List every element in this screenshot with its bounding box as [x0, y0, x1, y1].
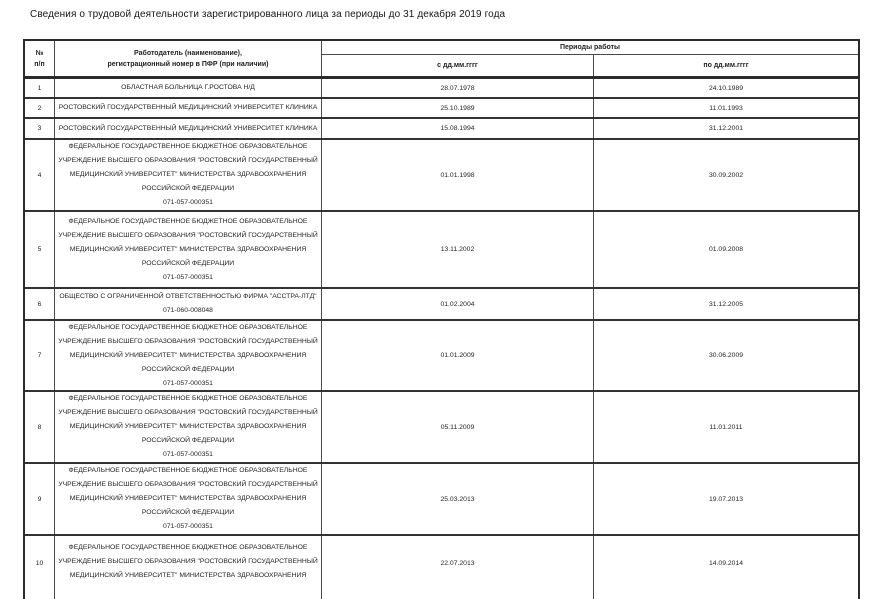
header-periods-group: [322, 41, 858, 76]
row-number: 5: [25, 212, 55, 287]
employer-reg-number: 071-057-000351: [163, 273, 213, 281]
row-number: 3: [25, 119, 55, 138]
employer-reg-number: 071-057-000351: [163, 199, 213, 206]
header-periods-label: Периоды работы: [322, 41, 858, 55]
period-to-cell: 01.09.2008: [708, 246, 744, 253]
employer-name-line: РОСТОВСКИЙ ГОСУДАРСТВЕННЫЙ МЕДИЦИНСКИЙ УНИВЕРСИТЕТ КЛИНИКА: [58, 104, 318, 111]
employer-name-line: МЕДИЦИНСКИЙ УНИВЕРСИТЕТ" МИНИСТЕРСТВА ЗДРАВООХРАНЕНИЯ: [69, 245, 307, 253]
employer-name-line: РОСТОВСКИЙ ГОСУДАРСТВЕННЫЙ МЕДИЦИНСКИЙ УНИВЕРСИТЕТ КЛИНИКА: [58, 124, 318, 132]
period-to-cell: 30.09.2002: [708, 171, 744, 179]
employer-name-line: РОССИЙСКОЙ ФЕДЕРАЦИИ: [141, 185, 235, 192]
employer-reg-number: 071-057-000351: [163, 379, 213, 387]
employer-name-line: МЕДИЦИНСКИЙ УНИВЕРСИТЕТ" МИНИСТЕРСТВА ЗДРАВООХРАНЕНИЯ: [69, 572, 307, 579]
row-number: 10: [25, 536, 55, 599]
employer-name-line: МЕДИЦИНСКИЙ УНИВЕРСИТЕТ" МИНИСТЕРСТВА ЗДРАВООХРАНЕНИЯ: [69, 351, 307, 359]
employer-name-line: МЕДИЦИНСКИЙ УНИВЕРСИТЕТ" МИНИСТЕРСТВА ЗДРАВООХРАНЕНИЯ: [69, 171, 307, 178]
employer-cell: [55, 464, 322, 534]
period-to-cell: 14.09.2014: [708, 560, 744, 567]
table-row: [25, 392, 858, 464]
table-row: [25, 99, 858, 119]
employer-cell: [55, 289, 322, 319]
period-to-cell: 11.01.2011: [709, 423, 743, 431]
row-number: 9: [25, 464, 55, 534]
table-row: [25, 119, 858, 140]
employer-name-line: РОССИЙСКОЙ ФЕДЕРАЦИИ: [141, 259, 235, 267]
employer-name-line: ФЕДЕРАЛЬНОЕ ГОСУДАРСТВЕННОЕ БЮДЖЕТНОЕ ОБРАЗОВАТЕЛЬНОЕ: [68, 395, 308, 402]
employer-name-line: УЧРЕЖДЕНИЕ ВЫСШЕГО ОБРАЗОВАНИЯ "РОСТОВСКИЙ ГОСУДАРСТВЕННЫЙ: [58, 157, 318, 164]
employer-name-line: УЧРЕЖДЕНИЕ ВЫСШЕГО ОБРАЗОВАНИЯ "РОСТОВСКИЙ ГОСУДАРСТВЕННЫЙ: [58, 231, 318, 239]
period-from-cell: 15.08.1994: [322, 119, 594, 138]
header-to-label: по дд.мм.гггг: [703, 62, 749, 69]
employer-cell: [55, 536, 322, 599]
header-number-line1: №: [35, 49, 44, 57]
period-to-cell: 31.12.2005: [708, 300, 744, 308]
employer-name-line: УЧРЕЖДЕНИЕ ВЫСШЕГО ОБРАЗОВАНИЯ "РОСТОВСКИЙ ГОСУДАРСТВЕННЫЙ: [58, 337, 318, 345]
row-number: 4: [25, 140, 55, 210]
table-row: [25, 464, 858, 536]
period-from-cell: 01.01.2009: [322, 321, 594, 390]
page-title: Сведения о трудовой деятельности зарегистрированного лица за периоды до 31 декабря 2019 года: [30, 9, 506, 20]
employer-name-line: ФЕДЕРАЛЬНОЕ ГОСУДАРСТВЕННОЕ БЮДЖЕТНОЕ ОБРАЗОВАТЕЛЬНОЕ: [68, 544, 308, 551]
employer-name-line: МЕДИЦИНСКИЙ УНИВЕРСИТЕТ" МИНИСТЕРСТВА ЗДРАВООХРАНЕНИЯ: [69, 423, 307, 430]
employer-cell: [55, 321, 322, 390]
employer-name-line: УЧРЕЖДЕНИЕ ВЫСШЕГО ОБРАЗОВАНИЯ "РОСТОВСКИЙ ГОСУДАРСТВЕННЫЙ: [58, 409, 318, 416]
period-from-cell: 25.03.2013: [322, 464, 594, 534]
header-employer-line2: регистрационный номер в ПФР (при наличии): [107, 60, 269, 68]
period-from-cell: 01.02.2004: [322, 289, 594, 319]
header-periods-subrow: [322, 55, 858, 76]
header-from-label: с дд.мм.гггг: [322, 55, 594, 76]
employer-cell: [55, 140, 322, 210]
table-row: [25, 289, 858, 321]
employer-name-line: МЕДИЦИНСКИЙ УНИВЕРСИТЕТ" МИНИСТЕРСТВА ЗДРАВООХРАНЕНИЯ: [69, 495, 307, 502]
employer-name-line: ФЕДЕРАЛЬНОЕ ГОСУДАРСТВЕННОЕ БЮДЖЕТНОЕ ОБРАЗОВАТЕЛЬНОЕ: [68, 467, 308, 474]
employer-name-line: УЧРЕЖДЕНИЕ ВЫСШЕГО ОБРАЗОВАНИЯ "РОСТОВСКИЙ ГОСУДАРСТВЕННЫЙ: [58, 558, 318, 565]
table-row: [25, 212, 858, 289]
row-number: 6: [25, 289, 55, 319]
employer-name-line: ОБЛАСТНАЯ БОЛЬНИЦА Г.РОСТОВА Н/Д: [121, 84, 255, 91]
row-number: 7: [25, 321, 55, 390]
row-number: 1: [25, 79, 55, 97]
table-row: [25, 536, 858, 599]
period-from-cell: 13.11.2002: [322, 212, 594, 287]
period-to-cell: 31.12.2001: [708, 125, 744, 132]
table-header: [25, 41, 858, 79]
header-number-line2: п/п: [34, 60, 45, 68]
employer-name-line: УЧРЕЖДЕНИЕ ВЫСШЕГО ОБРАЗОВАНИЯ "РОСТОВСКИЙ ГОСУДАРСТВЕННЫЙ: [58, 481, 318, 488]
period-to-cell: 24.10.1989: [708, 84, 744, 92]
employer-cell: [55, 79, 322, 97]
period-to-cell: 19.07.2013: [708, 495, 744, 503]
employer-name-line: ФЕДЕРАЛЬНОЕ ГОСУДАРСТВЕННОЕ БЮДЖЕТНОЕ ОБРАЗОВАТЕЛЬНОЕ: [68, 217, 308, 225]
employment-history-table: [23, 39, 860, 599]
period-from-cell: 01.01.1998: [322, 140, 594, 210]
period-from-cell: 05.11.2009: [322, 392, 594, 462]
table-row: [25, 321, 858, 392]
employer-name-line: ОБЩЕСТВО С ОГРАНИЧЕННОЙ ОТВЕТСТВЕННОСТЬЮ ФИРМА "АССТРА-ЛТД": [59, 293, 317, 300]
row-number: 2: [25, 99, 55, 117]
employer-name-line: РОССИЙСКОЙ ФЕДЕРАЦИИ: [141, 509, 235, 516]
employer-cell: [55, 212, 322, 287]
period-to-cell: 11.01.1993: [709, 104, 743, 112]
period-from-cell: 25.10.1989: [322, 99, 594, 117]
employer-name-line: РОССИЙСКОЙ ФЕДЕРАЦИИ: [141, 437, 235, 444]
table-row: [25, 140, 858, 212]
table-row: [25, 79, 858, 99]
employer-name-line: РОССИЙСКОЙ ФЕДЕРАЦИИ: [141, 365, 235, 373]
header-number-column: [25, 41, 55, 76]
employer-cell: [55, 99, 322, 117]
period-to-cell: 30.06.2009: [708, 352, 744, 359]
employer-cell: [55, 119, 322, 138]
employer-reg-number: 071-057-000351: [163, 451, 213, 458]
header-employer-line1: Работодатель (наименование),: [134, 49, 242, 57]
row-number: 8: [25, 392, 55, 462]
header-employer-column: [55, 41, 322, 76]
employer-name-line: ФЕДЕРАЛЬНОЕ ГОСУДАРСТВЕННОЕ БЮДЖЕТНОЕ ОБРАЗОВАТЕЛЬНОЕ: [68, 143, 308, 150]
period-from-cell: 28.07.1978: [322, 79, 594, 97]
employer-reg-number: 071-060-008048: [163, 307, 213, 314]
employer-cell: [55, 392, 322, 462]
employer-reg-number: 071-057-000351: [163, 523, 213, 530]
employer-name-line: ФЕДЕРАЛЬНОЕ ГОСУДАРСТВЕННОЕ БЮДЖЕТНОЕ ОБРАЗОВАТЕЛЬНОЕ: [68, 323, 308, 331]
period-from-cell: 22.07.2013: [322, 536, 594, 599]
